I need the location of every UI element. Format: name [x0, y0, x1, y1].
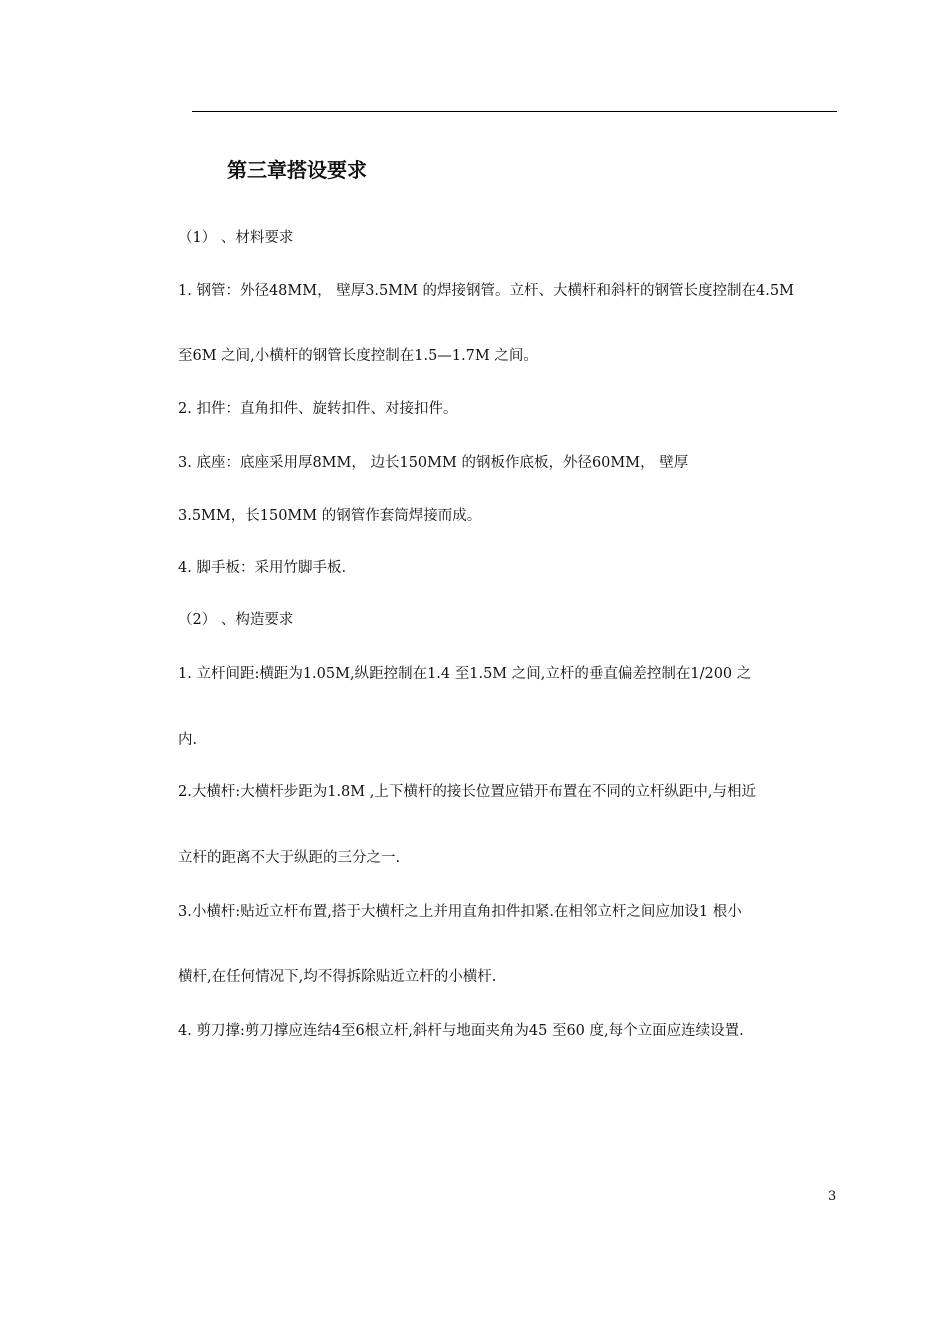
paragraph-line: 3.小横杆:贴近立杆布置,搭于大横杆之上并用直角扣件扣紧.在相邻立杆之间应加设1 根小	[178, 904, 742, 920]
paragraph-line: 立杆的距离不大于纵距的三分之一.	[178, 850, 401, 866]
header-rule	[192, 111, 837, 112]
paragraph-line: 1. 立杆间距:横距为1.05M,纵距控制在1.4 至1.5M 之间,立杆的垂直偏差控制在1/200 之	[178, 666, 752, 682]
paragraph-line: 内.	[178, 732, 198, 748]
paragraph-line: 3.5MM，长150MM 的钢管作套筒焊接而成。	[178, 508, 482, 524]
section-heading-materials: （1） 、材料要求	[178, 230, 294, 246]
paragraph-line: 4. 剪刀撑:剪刀撑应连结4至6根立杆,斜杆与地面夹角为45 至60 度,每个立面应连续设置.	[178, 1023, 744, 1039]
paragraph-line: 3. 底座：底座采用厚8MM， 边长150MM 的钢板作底板，外径60MM， 壁厚	[178, 455, 689, 471]
paragraph-line: 至6M 之间,小横杆的钢管长度控制在1.5—1.7M 之间。	[178, 348, 538, 364]
paragraph-line: 2.大横杆:大横杆步距为1.8M ,上下横杆的接长位置应错开布置在不同的立杆纵距中,与相近	[178, 784, 756, 800]
paragraph-line: 2. 扣件：直角扣件、旋转扣件、对接扣件。	[178, 401, 458, 417]
page-number: 3	[828, 1189, 837, 1204]
chapter-title: 第三章搭设要求	[227, 158, 367, 182]
paragraph-line: 1. 钢管：外径48MM， 壁厚3.5MM 的焊接钢管。立杆、大横杆和斜杆的钢管长度控制在4.5M	[178, 283, 794, 299]
section-heading-construction: （2） 、构造要求	[178, 612, 294, 628]
paragraph-line: 横杆,在任何情况下,均不得拆除贴近立杆的小横杆.	[178, 969, 497, 985]
paragraph-line: 4. 脚手板：采用竹脚手板.	[178, 560, 347, 576]
